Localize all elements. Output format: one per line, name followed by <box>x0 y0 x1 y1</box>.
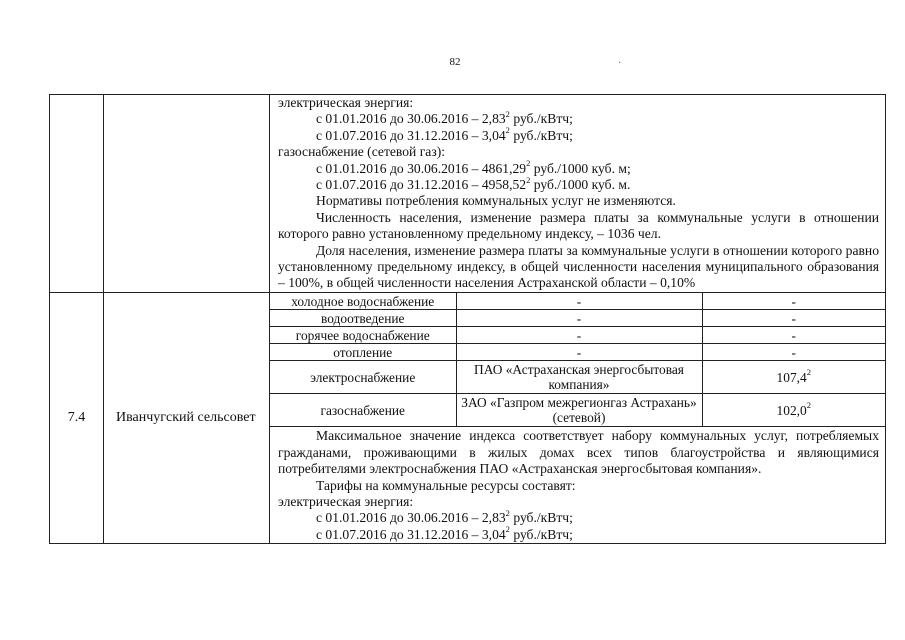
service-provider: ПАО «Астраханская энергосбытовая компания» <box>456 361 702 394</box>
table-row-previous <box>50 95 886 293</box>
tariff-line: с 01.07.2016 до 31.12.2016 – 3,04$^2$ руб./кВтч; <box>316 524 573 542</box>
service-name: газоснабжение <box>270 394 456 427</box>
line-electricity-heading: электрическая энергия: <box>278 95 414 110</box>
row-number-cell <box>50 95 104 293</box>
service-index: - <box>702 344 885 361</box>
service-name: горячее водоснабжение <box>270 327 456 344</box>
service-row <box>270 293 885 310</box>
service-row <box>270 394 885 427</box>
paragraph-tariffs-intro: Тарифы на коммунальные ресурсы составят: <box>316 477 576 493</box>
service-index: 102,0$^2$ <box>702 394 885 427</box>
service-index: - <box>702 293 885 310</box>
service-row <box>270 327 885 344</box>
row-name-cell: Иванчугский сельсовет <box>104 292 270 543</box>
tariff-line: с 01.07.2016 до 31.12.2016 – 3,04$^2$ руб./кВтч; <box>316 125 573 143</box>
scan-speck: · <box>618 58 622 69</box>
service-name: отопление <box>270 344 456 361</box>
service-row <box>270 310 885 327</box>
service-row <box>270 344 885 361</box>
line-electricity-heading: электрическая энергия: <box>278 494 414 509</box>
service-name: водоотведение <box>270 310 456 327</box>
tariff-table <box>49 94 886 544</box>
tariff-line: с 01.01.2016 до 30.06.2016 – 2,83$^2$ руб./кВтч; <box>316 108 573 127</box>
service-provider: - <box>456 327 702 344</box>
row-number-cell: 7.4 <box>50 292 104 543</box>
paragraph-population: Численность населения, изменение размера платы за коммунальные услуги в отношении которого равно установленному предельному индексу, – 1036 чел. <box>278 209 879 242</box>
service-provider: - <box>456 344 702 361</box>
services-table <box>270 293 885 428</box>
service-index: - <box>702 310 885 327</box>
line-gas-heading: газоснабжение (сетевой газ): <box>278 144 445 160</box>
tariff-line: с 01.07.2016 до 31.12.2016 – 4958,52$^2$ руб./1000 куб. м. <box>316 174 631 193</box>
row-body-cell <box>270 292 886 543</box>
service-index: 107,4$^2$ <box>702 361 885 394</box>
paragraph-max-index: Максимальное значение индекса соответствует набору коммунальных услуг, потребляемых гражданами, проживающими в жилых домах всех типов благоустройства и являющимися потребителями электроснабжения ПАО «Астраханская энергосбытовая компания». <box>278 428 879 477</box>
service-provider: - <box>456 293 702 310</box>
service-index: - <box>702 327 885 344</box>
paragraph-norms: Нормативы потребления коммунальных услуг не изменяются. <box>316 193 676 209</box>
service-name: холодное водоснабжение <box>270 293 456 310</box>
paragraph-share: Доля населения, изменение размера платы за коммунальные услуги в отношении которого равно установленному предельному индексу, в общей численности населения муниципального образования – 100%, в общей численности населения Астраханской области – 0,10% <box>278 242 879 291</box>
tariff-line: с 01.01.2016 до 30.06.2016 – 4861,29$^2$ руб./1000 куб. м; <box>316 158 631 176</box>
service-name: электроснабжение <box>270 361 456 394</box>
row-name-cell <box>104 95 270 293</box>
page-number: 82 <box>449 56 461 68</box>
service-provider: ЗАО «Газпром межрегионгаз Астрахань» (сетевой) <box>456 394 702 427</box>
tariff-line: с 01.01.2016 до 30.06.2016 – 2,83$^2$ руб./кВтч; <box>316 507 573 526</box>
table-row-7-4 <box>50 292 886 543</box>
service-row <box>270 361 885 394</box>
row-body-cell <box>270 95 886 293</box>
service-provider: - <box>456 310 702 327</box>
